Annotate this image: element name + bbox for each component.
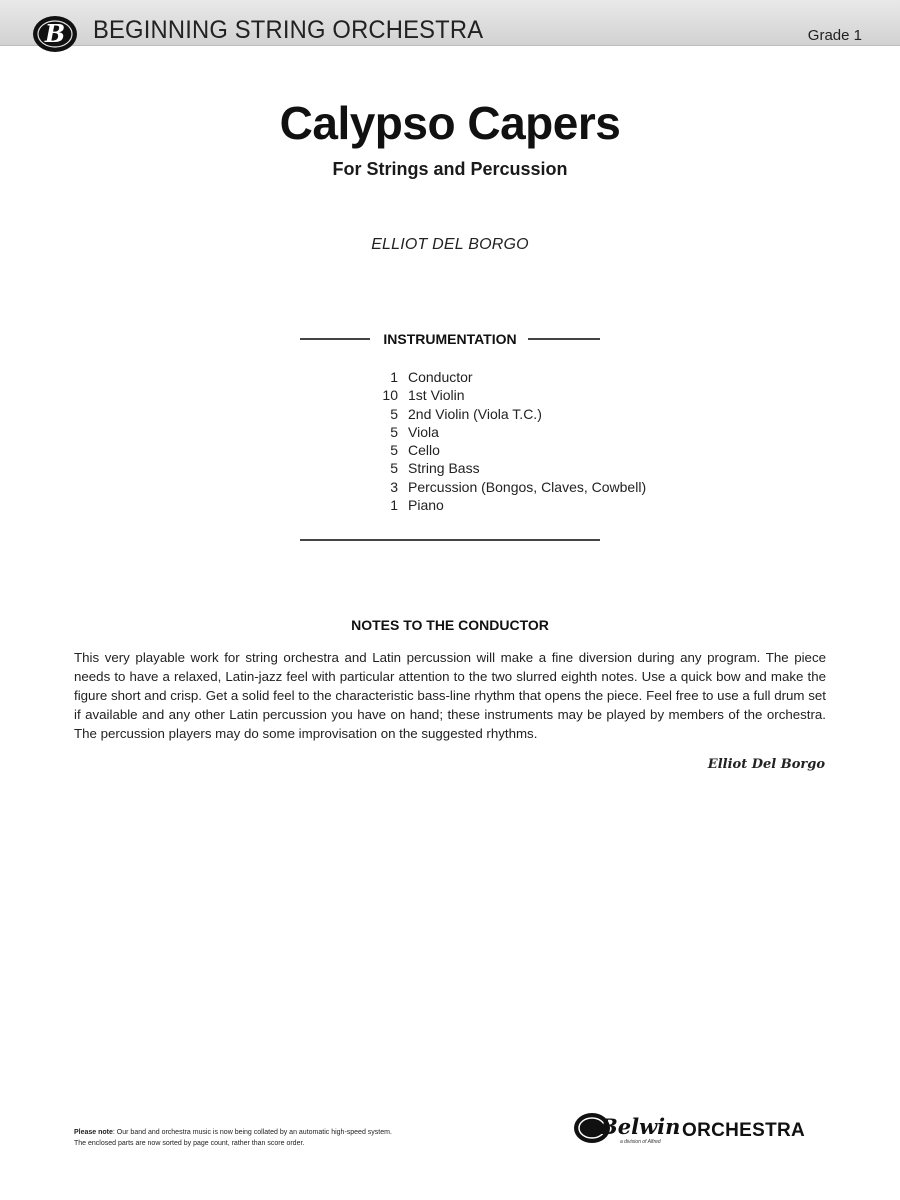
instrumentation-item [364, 478, 684, 496]
publisher-line: ORCHESTRA [682, 1120, 806, 1141]
instrument-part: Viola [408, 423, 439, 440]
subtitle: For Strings and Percussion [332, 159, 568, 179]
instrument-part: 1st Violin [408, 387, 465, 404]
instrument-part: Piano [408, 497, 444, 514]
publisher-tagline: a division of Alfred [620, 1139, 661, 1145]
instrumentation-item [364, 496, 684, 514]
instrument-quantity: 10 [382, 387, 398, 404]
collation-footnote [74, 1127, 524, 1149]
instrument-quantity: 5 [390, 405, 398, 422]
instrumentation-item [364, 386, 684, 404]
instrument-part: String Bass [408, 460, 480, 477]
instrumentation-heading: INSTRUMENTATION [383, 331, 517, 347]
series-logo-letter: B [44, 19, 66, 48]
instrument-quantity: 5 [390, 423, 398, 440]
instrumentation-item [364, 405, 684, 423]
footnote-label: Please note [74, 1129, 113, 1136]
composer-name: ELLIOT DEL BORGO [371, 236, 529, 253]
page-title: Calypso Capers [279, 97, 621, 149]
instrumentation-rule-bottom [300, 539, 600, 541]
instrument-quantity: 5 [390, 460, 398, 477]
instrumentation-rule-right [528, 338, 600, 340]
instrumentation-item [364, 368, 684, 386]
publisher-name: Belwin [600, 1114, 681, 1139]
publisher-logo [572, 1108, 832, 1152]
instrument-quantity: 1 [390, 497, 398, 514]
instrument-part: Percussion (Bongos, Claves, Cowbell) [408, 478, 647, 495]
footnote-text-2: The enclosed parts are now sorted by page count, rather than score order. [74, 1140, 305, 1147]
instrumentation-item [364, 423, 684, 441]
grade-label: Grade 1 [807, 27, 862, 44]
composer-signature: Elliot Del Borgo [707, 757, 825, 772]
instrumentation-item [364, 459, 684, 477]
footnote-text: : Our band and orchestra music is now being collated by an automatic high-speed system. [112, 1129, 392, 1136]
instrument-quantity: 1 [390, 369, 398, 385]
instrument-part: Cello [408, 442, 440, 459]
instrument-quantity: 5 [390, 442, 398, 459]
notes-body: This very playable work for string orchestra and Latin percussion will make a fine diversion during any program. The piece needs to have a relaxed, Latin-jazz feel with particular attention to the two slurred eighth notes. Use a quick bow and make the figure short and crisp. Get a solid feel to the characteristic bass-line rhythm that opens the piece. Feel free to use a full drum set if available and any other Latin percussion you have on hand; these instruments may be played by members of the orchestra. The percussion players may do some improvisation on the suggested rhythms. [74, 650, 826, 741]
instrument-part: 2nd Violin (Viola T.C.) [408, 405, 542, 422]
instrumentation-item [364, 441, 684, 459]
instrument-quantity: 3 [390, 478, 398, 495]
series-logo-icon [31, 13, 81, 55]
instrument-part: Conductor [408, 369, 473, 385]
series-title: BEGINNING STRING ORCHESTRA [93, 16, 484, 44]
notes-heading: NOTES TO THE CONDUCTOR [351, 617, 549, 633]
instrumentation-list [364, 368, 684, 514]
